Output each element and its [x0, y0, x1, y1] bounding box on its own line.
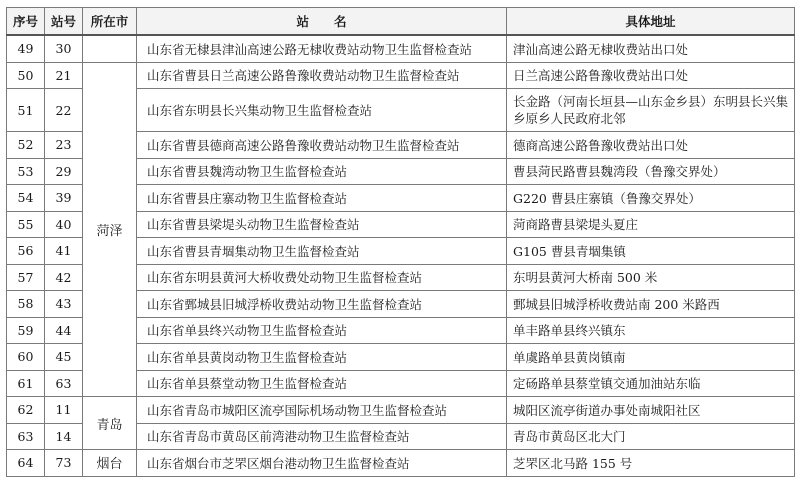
station-no-cell: 73: [45, 450, 83, 477]
seq-cell: 54: [7, 185, 45, 212]
station-name-cell: 山东省东明县黄河大桥收费处动物卫生监督检查站: [137, 264, 507, 291]
seq-cell: 53: [7, 158, 45, 185]
station-name-cell: 山东省曹县庄寨动物卫生监督检查站: [137, 185, 507, 212]
seq-cell: 50: [7, 62, 45, 89]
address-cell: G105 曹县青堌集镇: [507, 238, 795, 265]
station-name-cell: 山东省无棣县津汕高速公路无棣收费站动物卫生监督检查站: [137, 35, 507, 62]
station-no-cell: 22: [45, 89, 83, 132]
station-name-cell: 山东省曹县魏湾动物卫生监督检查站: [137, 158, 507, 185]
station-name-cell: 山东省鄄城县旧城浮桥收费站动物卫生监督检查站: [137, 291, 507, 318]
seq-cell: 62: [7, 397, 45, 424]
address-cell: 城阳区流亭街道办事处南城阳社区: [507, 397, 795, 424]
station-no-cell: 23: [45, 132, 83, 159]
station-no-cell: 42: [45, 264, 83, 291]
station-no-cell: 40: [45, 211, 83, 238]
seq-cell: 60: [7, 344, 45, 371]
header-station-no: 站号: [45, 8, 83, 36]
header-station-name: 站 名: [137, 8, 507, 36]
station-no-cell: 43: [45, 291, 83, 318]
seq-cell: 61: [7, 370, 45, 397]
seq-cell: 64: [7, 450, 45, 477]
seq-cell: 56: [7, 238, 45, 265]
address-cell: 鄄城县旧城浮桥收费站南 200 米路西: [507, 291, 795, 318]
city-cell-empty: [83, 35, 137, 62]
address-cell: 芝罘区北马路 155 号: [507, 450, 795, 477]
station-no-cell: 29: [45, 158, 83, 185]
station-name-cell: 山东省曹县青堌集动物卫生监督检查站: [137, 238, 507, 265]
seq-cell: 57: [7, 264, 45, 291]
header-address: 具体地址: [507, 8, 795, 36]
seq-cell: 52: [7, 132, 45, 159]
station-no-cell: 39: [45, 185, 83, 212]
station-no-cell: 41: [45, 238, 83, 265]
address-cell: 德商高速公路鲁豫收费站出口处: [507, 132, 795, 159]
address-cell: 津汕高速公路无棣收费站出口处: [507, 35, 795, 62]
header-city: 所在市: [83, 8, 137, 36]
station-name-cell: 山东省单县蔡堂动物卫生监督检查站: [137, 370, 507, 397]
station-name-cell: 山东省曹县德商高速公路鲁豫收费站动物卫生监督检查站: [137, 132, 507, 159]
station-name-cell: 山东省曹县梁堤头动物卫生监督检查站: [137, 211, 507, 238]
station-name-cell: 山东省单县黄岗动物卫生监督检查站: [137, 344, 507, 371]
station-name-cell: 山东省烟台市芝罘区烟台港动物卫生监督检查站: [137, 450, 507, 477]
address-cell: 日兰高速公路鲁豫收费站出口处: [507, 62, 795, 89]
seq-cell: 55: [7, 211, 45, 238]
station-name-cell: 山东省青岛市城阳区流亭国际机场动物卫生监督检查站: [137, 397, 507, 424]
table-header: [7, 8, 795, 36]
address-cell: 定砀路单县蔡堂镇交通加油站东临: [507, 370, 795, 397]
station-no-cell: 21: [45, 62, 83, 89]
seq-cell: 59: [7, 317, 45, 344]
table-row: [7, 62, 795, 89]
seq-cell: 49: [7, 35, 45, 62]
station-name-cell: 山东省青岛市黄岛区前湾港动物卫生监督检查站: [137, 423, 507, 450]
seq-cell: 63: [7, 423, 45, 450]
seq-cell: 51: [7, 89, 45, 132]
station-name-cell: 山东省曹县日兰高速公路鲁豫收费站动物卫生监督检查站: [137, 62, 507, 89]
address-cell: G220 曹县庄寨镇（鲁豫交界处）: [507, 185, 795, 212]
seq-cell: 58: [7, 291, 45, 318]
station-no-cell: 14: [45, 423, 83, 450]
address-cell: 长金路（河南长垣县—山东金乡县）东明县长兴集乡原乡人民政府北邻: [507, 89, 795, 132]
address-cell: 单丰路单县终兴镇东: [507, 317, 795, 344]
address-cell: 菏商路曹县梁堤头夏庄: [507, 211, 795, 238]
station-no-cell: 63: [45, 370, 83, 397]
address-cell: 青岛市黄岛区北大门: [507, 423, 795, 450]
station-no-cell: 30: [45, 35, 83, 62]
address-cell: 单虞路单县黄岗镇南: [507, 344, 795, 371]
city-cell-yantai: 烟台: [83, 450, 137, 477]
station-no-cell: 11: [45, 397, 83, 424]
city-cell-qingdao: 青岛: [83, 397, 137, 450]
city-cell-heze: 菏泽: [83, 62, 137, 397]
table-row: [7, 450, 795, 477]
header-seq: 序号: [7, 8, 45, 36]
address-cell: 曹县菏民路曹县魏湾段（鲁豫交界处）: [507, 158, 795, 185]
table-row: [7, 397, 795, 424]
address-cell: 东明县黄河大桥南 500 米: [507, 264, 795, 291]
station-no-cell: 44: [45, 317, 83, 344]
station-name-cell: 山东省东明县长兴集动物卫生监督检查站: [137, 89, 507, 132]
station-name-cell: 山东省单县终兴动物卫生监督检查站: [137, 317, 507, 344]
table-row: [7, 35, 795, 62]
station-table: [6, 7, 795, 477]
station-no-cell: 45: [45, 344, 83, 371]
table-body: [7, 35, 795, 476]
